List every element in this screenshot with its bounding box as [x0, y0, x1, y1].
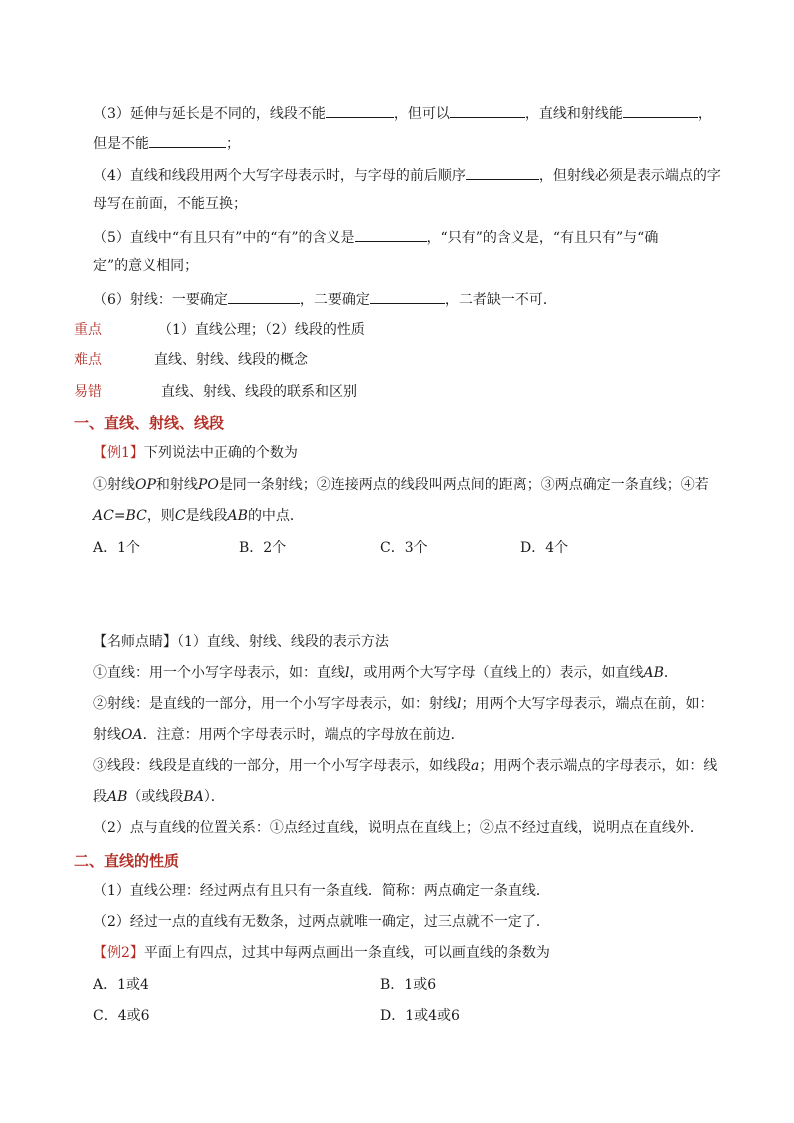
example-question-text: 下列说法中正确的个数为: [143, 445, 298, 461]
key-text: 直线、射线、线段的联系和区别: [161, 384, 357, 400]
tip-text: 射线: [93, 727, 121, 743]
tip-text: 段: [93, 789, 107, 805]
item4-line1: [93, 164, 721, 186]
example-tag: 【例2】: [93, 945, 144, 961]
tip-text: ．: [663, 665, 678, 681]
answer-blank: [326, 102, 394, 118]
section-heading: 一、直线、射线、线段: [74, 414, 225, 432]
tip-line: （2）点与直线的位置关系：①点经过直线，说明点在直线上；②点不经过直线，说明点在直线外．: [93, 820, 704, 836]
item3-text-d: ，: [697, 106, 712, 122]
tip-text: ）．: [203, 789, 225, 805]
math-var: AB: [107, 789, 128, 805]
key-label: 难点: [74, 352, 102, 368]
key-row: [74, 382, 102, 402]
item5-text-a: （5）直线中“有且只有”中的“有”的含义是: [93, 230, 355, 246]
statement-text: 是同一条射线；②连接两点的线段叫两点间的距离；③两点确定一条直线；④若: [218, 477, 709, 493]
tip-text: ①直线：用一个小写字母表示，如：直线: [93, 665, 345, 681]
item5-line2: [93, 256, 198, 276]
item6-text-a: （6）射线：一要确定: [93, 292, 228, 308]
tip-line: [93, 725, 465, 745]
tip-text: ；用两个表示端点的字母表示，如：线: [479, 758, 718, 774]
tip-text: ；用两个大写字母表示，端点在前，如：: [461, 696, 714, 712]
tip-text: （或线段: [127, 789, 184, 805]
item6-line: [93, 288, 557, 310]
tip-line: [93, 663, 678, 683]
answer-blank: [355, 226, 427, 242]
math-var: AB: [227, 508, 248, 524]
item3-text-f: ；: [226, 136, 240, 152]
item5-text-b: ，“只有”的含义是，“有且只有”与“确: [426, 230, 659, 246]
item6-text-c: ，二者缺一不可．: [444, 292, 557, 308]
math-var: AB: [643, 665, 664, 681]
item6-text-b: ，二要确定: [299, 292, 370, 308]
math-var: l: [457, 696, 462, 712]
math-var: OP: [135, 477, 156, 493]
answer-blank: [149, 132, 226, 148]
key-text: （1）直线公理；（2）线段的性质: [158, 322, 365, 338]
answer-blank: [370, 288, 445, 304]
tip-text: ③线段：线段是直线的一部分，用一个小写字母表示，如线段: [93, 758, 471, 774]
math-var: PO: [197, 477, 219, 493]
example1-statement-line1: [93, 475, 709, 495]
tip-line: [93, 787, 225, 807]
item4-text-a: （4）直线和线段用两个大写字母表示时，与字母的前后顺序: [93, 168, 466, 184]
answer-blank: [623, 102, 698, 118]
math-var: BA: [183, 789, 204, 805]
statement-text: 的中点．: [247, 508, 304, 524]
tip-text: ，或用两个大写字母（直线上的）表示，如直线: [349, 665, 644, 681]
answer-blank: [466, 164, 539, 180]
key-label: 重点: [74, 322, 102, 338]
math-var: OA: [121, 727, 143, 743]
tip-text: ．注意：用两个字母表示时，端点的字母放在前边．: [142, 727, 465, 743]
statement-text: ，则: [146, 508, 175, 524]
example-tag: 【例1】: [93, 445, 144, 461]
key-label: 易错: [74, 384, 102, 400]
example1-question: [93, 443, 298, 463]
example2-question: [93, 943, 550, 963]
item4-text-b: ，但射线必须是表示端点的字: [538, 168, 721, 184]
example1-statement-line2: [93, 506, 304, 526]
math-var: a: [471, 758, 480, 774]
property-text: （2）经过一点的直线有无数条，过两点就唯一确定，过三点就不一定了．: [93, 914, 550, 930]
tip-text: ②射线：是直线的一部分，用一个小写字母表示，如：射线: [93, 696, 457, 712]
answer-blank: [228, 288, 300, 304]
item4-text-c: 母写在前面，不能互换；: [93, 196, 247, 212]
tip-title: 【名师点睛】（1）直线、射线、线段的表示方法: [93, 634, 389, 650]
option-b: B．2个: [239, 540, 287, 556]
property-text: （1）直线公理：经过两点有且只有一条直线．简称：两点确定一条直线．: [93, 883, 550, 899]
option-d: D．1或4或6: [380, 1008, 460, 1024]
math-var: C: [174, 508, 186, 524]
key-row: [74, 350, 102, 370]
option-b: B．1或6: [380, 977, 437, 993]
statement-text: 和射线: [155, 477, 198, 493]
item3-line2: [93, 132, 240, 154]
item3-text-b: ，但可以: [393, 106, 450, 122]
key-row: [74, 320, 102, 340]
option-c: C．3个: [380, 540, 428, 556]
option-c: C．4或6: [93, 1008, 150, 1024]
item5-line1: [93, 226, 658, 248]
item3-text-c: ，直线和射线能: [524, 106, 623, 122]
tip-line: [93, 694, 713, 714]
tip-line: [93, 756, 717, 776]
math-var: l: [345, 665, 350, 681]
answer-blank: [450, 102, 525, 118]
key-text: 直线、射线、线段的概念: [154, 352, 308, 368]
item3-text-e: 但是不能: [93, 136, 149, 152]
example-question-text: 平面上有四点，过其中每两点画出一条直线，可以画直线的条数为: [143, 945, 550, 961]
item4-line2: [93, 194, 247, 214]
math-var: AC=BC: [93, 508, 147, 524]
item5-text-c: 定”的意义相同；: [93, 258, 199, 274]
option-d: D．4个: [520, 540, 569, 556]
item3-text-a: （3）延伸与延长是不同的，线段不能: [93, 106, 326, 122]
option-a: A．1个: [93, 540, 141, 556]
section-heading: 二、直线的性质: [74, 852, 180, 870]
statement-text: 是线段: [185, 508, 228, 524]
statement-text: ①射线: [93, 477, 135, 493]
item3-line1: [93, 102, 712, 124]
option-a: A．1或4: [93, 977, 149, 993]
